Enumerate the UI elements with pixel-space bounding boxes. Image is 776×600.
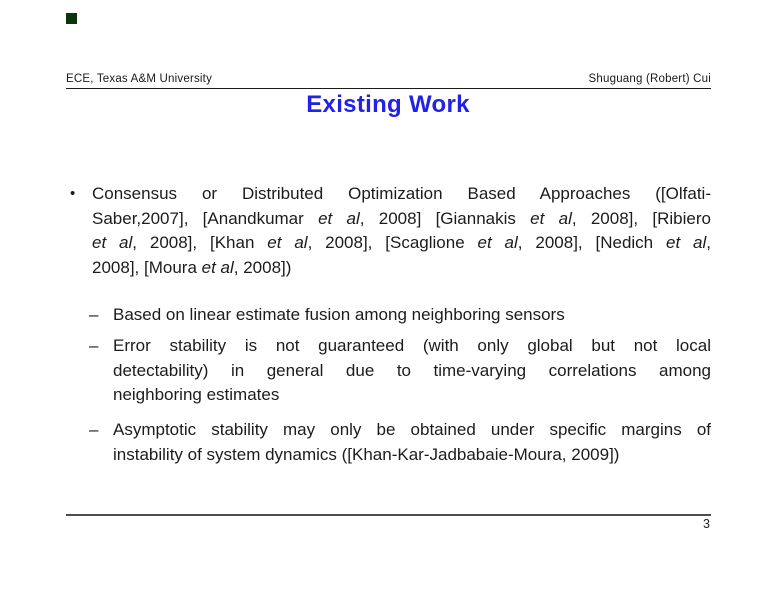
header-author: Shuguang (Robert) Cui [588, 73, 711, 85]
text-line: et al, 2008], [Khan et al, 2008], [Scaglione et al, 2008], [Nedich et al, [92, 233, 712, 252]
text-line: Asymptotic stability may only be obtained under specific margins of [113, 420, 711, 439]
logo-square [66, 13, 77, 24]
sub-item [66, 418, 711, 467]
text-line: Saber,2007], [Anandkumar et al, 2008] [Giannakis et al, 2008], [Ribiero [92, 208, 711, 228]
dash-marker: – [89, 336, 99, 355]
text-line: Based on linear estimate fusion among neighboring sensors [113, 305, 565, 324]
page-number: 3 [703, 517, 710, 531]
header-affiliation: ECE, Texas A&M University [66, 73, 213, 85]
text-line: neighboring estimates [113, 385, 280, 404]
bullet-item [66, 182, 711, 280]
text-line: 2008], [Moura et al, 2008]) [92, 257, 292, 277]
text-line: instability of system dynamics ([Khan-Kar-Jadbabaie-Moura, 2009]) [113, 444, 620, 464]
text-line: Error stability is not guaranteed (with only global but not local [113, 336, 711, 355]
text-line: Consensus or Distributed Optimization Based Approaches ([Olfati- [92, 184, 711, 203]
header [66, 73, 711, 89]
page-title: Existing Work [306, 91, 470, 118]
dash-marker: – [89, 420, 99, 439]
footer-rule [66, 514, 711, 516]
sub-item [66, 334, 711, 408]
sub-item [66, 303, 711, 328]
bullet-marker: • [70, 185, 76, 202]
dash-marker: – [89, 305, 99, 324]
text-line: detectability) in general due to time-varying correlations among [113, 360, 711, 380]
